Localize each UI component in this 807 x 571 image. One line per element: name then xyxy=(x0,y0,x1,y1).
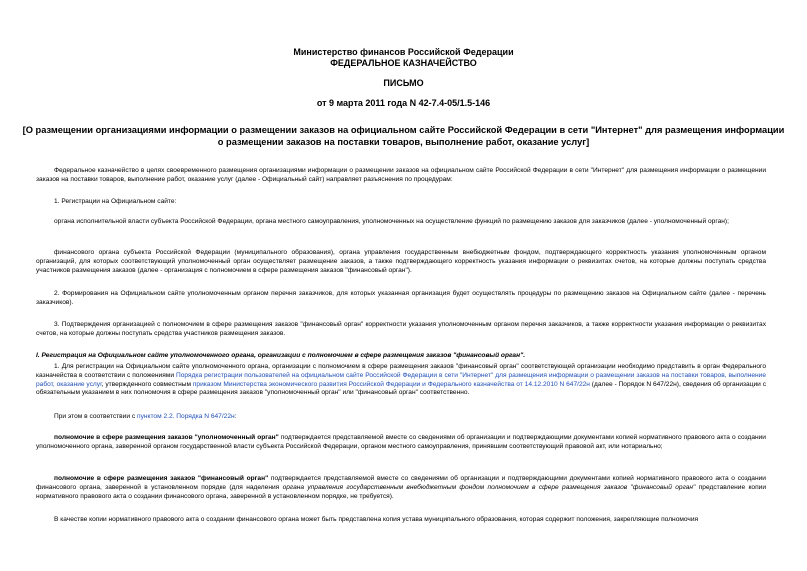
joint-order-link[interactable]: приказом Министерства экономического развития Российской Федерации и Федерального казначейства от 14.12.2010 N 647/22н xyxy=(192,380,590,388)
s1p1-text-c: (далее - Порядок N 647/22н), сведения об организации с обязательным указанием в них полномочия в сфере размещения заказов "уполномоченный орган" или "финансовый орган" соответственно. xyxy=(36,380,767,397)
section-1-paragraph-4 xyxy=(36,475,766,501)
authorized-body-term: полномочие в сфере размещения заказов "уполномоченный орган" xyxy=(54,434,279,441)
document-title: [О размещении организациями информации о размещении заказов на официальном сайте Российской Федерации в сети "Интернет" для размещения информации о размещении заказов на поставки товаров, выполнение работ, оказание услуг] xyxy=(22,125,785,147)
document-date-number: от 9 марта 2011 года N 42-7.4-05/1.5-146 xyxy=(316,98,491,108)
clause-2-2-link[interactable]: пунктом 2.2. Порядка N 647/22н xyxy=(137,413,235,420)
item-1a: органа исполнительной власти субъекта Российской Федерации, органа местного самоуправления, уполномоченных на осуществление функций по размещению заказов для заказчиков (далее - уполномоченный орган); xyxy=(54,218,729,225)
s1p3-text: подтверждается представляемой вместе со сведениями об организации и подтверждающими документами копией нормативного правового акта о создании уполномоченного органа, заверенной органом государственной власти субъекта Российской Федерации, органом местного самоуправления, принявшим соответствующий правовой акт, или нотариально; xyxy=(36,434,766,450)
item-1b: финансового органа субъекта Российской Федерации (муниципального образования), органа управления государственным внебюджетным фондом, подтверждающего корректность указания уполномоченным органом организаций, для которых соответствующий уполномоченный орган осуществляет размещение заказов, а также подтверждающего корректность указания информации о реквизитах счетов, на которые должны поступать средства участников размещения заказов (далее - организация с полномочием в сфере размещения заказов "финансовый орган"). xyxy=(36,249,766,274)
s1p1-text-a: 1. Для регистрации на Официальном сайте уполномоченного органа, организации с полномочием в сфере размещения заказов "финансовый орган" соответствующей организации необходимо представить в орган Федерального казначейства в соответствии с положениями xyxy=(36,363,766,379)
s1p4-text-a: подтверждается представляемой вместе со сведениями об организации и подтверждающими документами копией нормативного правового акта о создании финансового органа, заверенной в установленном порядке (для наделения xyxy=(36,475,766,491)
intro-paragraph: Федеральное казначейство в целях своевременного размещения организациями информации о размещении заказов на официальном сайте Российской Федерации в сети "Интернет" для размещения информации о размещении заказов на поставки товаров, выполнение работ, оказание услуг (далее - Официальный сайт) направляет разъяснения по процедурам: xyxy=(36,167,766,183)
s1p2-text-a: При этом в соответствии с xyxy=(54,413,138,420)
s1p1-text-b: , утвержденного совместным xyxy=(101,380,193,388)
item-1: 1. Регистрации на Официальном сайте: xyxy=(54,198,177,205)
agency-name: ФЕДЕРАЛЬНОЕ КАЗНАЧЕЙСТВО xyxy=(330,58,477,68)
section-1-paragraph-3 xyxy=(36,434,766,452)
section-1-paragraph-2 xyxy=(36,413,766,422)
section-1-paragraph-5: В качестве копии нормативного правового акта о создании финансового органа может быть представлена копия устава муниципального образования, которая содержит положения, закрепляющие полномочия xyxy=(54,516,699,523)
registration-order-link[interactable]: Порядка регистрации пользователей на официальном сайте Российской Федерации в сети "Интернет" для размещения информации о размещении заказов на поставки товаров, выполнение работ, оказание услуг xyxy=(36,371,766,388)
s1p2-text-b: : xyxy=(234,413,237,420)
s1p4-italic: органа управления государственным внебюджетным фондом полномочием в сфере размещения заказов "финансовый орган" xyxy=(282,483,696,491)
s1p4-text-b: представление копии нормативного правового акта о создании финансового органа, заверенной в установленном порядке, не требуется). xyxy=(36,483,767,500)
financial-body-term: полномочие в сфере размещения заказов "финансовый орган" xyxy=(54,475,269,482)
section-1-paragraph-1 xyxy=(36,363,766,398)
document-type: ПИСЬМО xyxy=(383,78,424,88)
section-1-heading: I. Регистрация на Официальном сайте уполномоченного органа, организации с полномочием в сфере размещения заказов "финансовый орган". xyxy=(36,352,526,359)
item-2: 2. Формирования на Официальном сайте уполномоченным органом перечня заказчиков, для которых указанная организация будет осуществлять процедуры по размещению заказов на Официальном сайте (далее - перечень заказчиков). xyxy=(36,290,766,306)
ministry-name: Министерство финансов Российской Федерации xyxy=(293,47,514,57)
item-3: 3. Подтверждения организацией с полномочием в сфере размещения заказов "финансовый орган" корректности указания уполномоченным органом перечня заказчиков, а также корректности указания информации о реквизитах счетов, на которые должны поступать средства участников размещения заказов. xyxy=(36,321,766,337)
